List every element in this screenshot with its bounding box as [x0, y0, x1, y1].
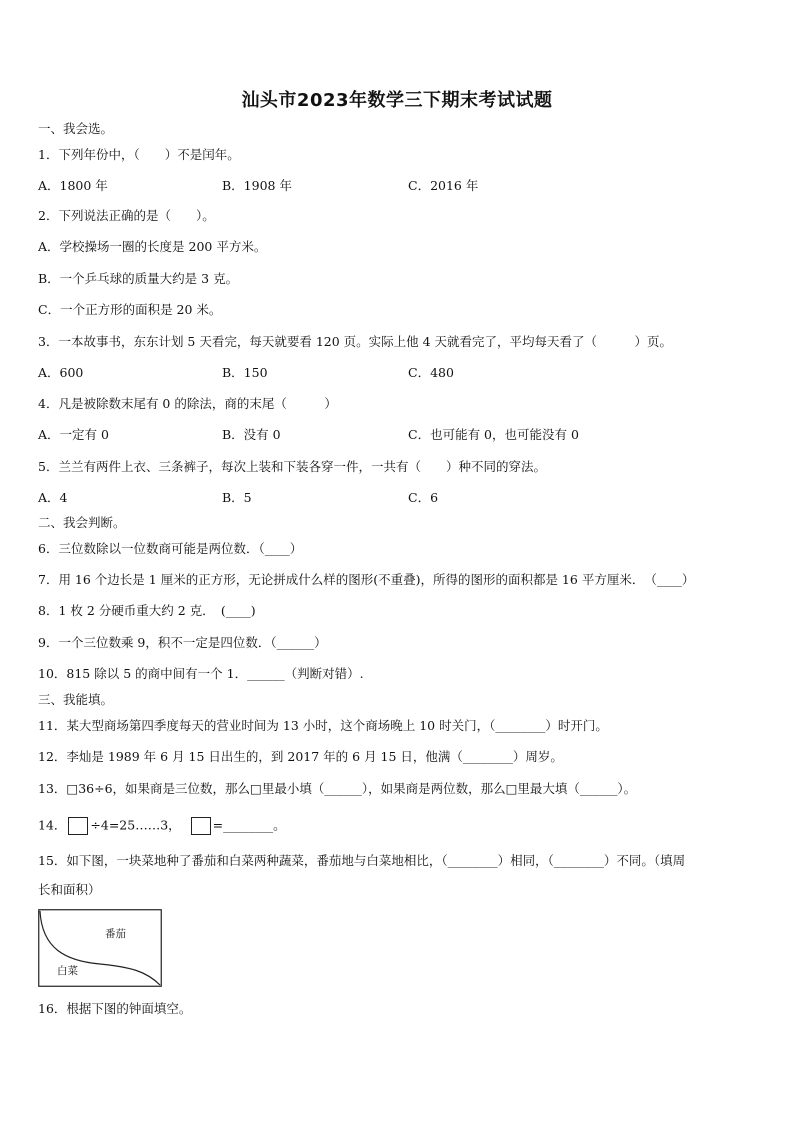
question-5: 5．兰兰有两件上衣、三条裤子，每次上装和下装各穿一件，一共有（ ）种不同的穿法。: [38, 459, 546, 474]
cabbage-label: 白菜: [57, 965, 78, 977]
question-13: 13．□36÷6，如果商是三位数，那么□里最小填（______），如果商是两位数，那么□里最大填（______）。: [38, 781, 637, 796]
q3-option-c: C．480: [408, 365, 454, 380]
q5-option-a: A．4: [38, 490, 68, 505]
q4-option-c: C．也可能有 0，也可能没有 0: [408, 427, 579, 442]
q3-option-b: B．150: [222, 365, 268, 380]
question-15-line-2: 长和面积）: [38, 882, 101, 897]
q1-option-a: A．1800 年: [38, 178, 108, 193]
q2-option-c: C．一个正方形的面积是 20 米。: [38, 302, 222, 317]
q2-option-a: A．学校操场一圈的长度是 200 平方米。: [38, 239, 267, 254]
question-1: 1．下列年份中，（ ）不是闰年。: [38, 147, 240, 162]
q4-option-a: A．一定有 0: [38, 427, 109, 442]
question-16: 16．根据下图的钟面填空。: [38, 1001, 192, 1016]
q14-blank-box-2[interactable]: [191, 817, 211, 835]
question-10: 10．815 除以 5 的商中间有一个 1．______（判断对错）.: [38, 666, 364, 681]
q2-option-b: B．一个乒乓球的质量大约是 3 克。: [38, 271, 239, 286]
question-11: 11．某大型商场第四季度每天的营业时间为 13 小时，这个商场晚上 10 时关门，（________）时开门。: [38, 718, 608, 733]
question-3: 3．一本故事书，东东计划 5 天看完，每天就要看 120 页。实际上他 4 天就看完了，平均每天看了（ ）页。: [38, 334, 673, 349]
section-heading-judge: 二、我会判断。: [38, 515, 126, 530]
question-12: 12．李灿是 1989 年 6 月 15 日出生的，到 2017 年的 6 月 15 日，他满（________）周岁。: [38, 749, 563, 764]
question-7: 7．用 16 个边长是 1 厘米的正方形，无论拼成什么样的图形(不重叠)，所得的图形的面积都是 16 平方厘米． （____）: [38, 572, 695, 587]
section-heading-choice: 一、我会选。: [38, 121, 114, 136]
q5-option-c: C．6: [408, 490, 439, 505]
section-heading-fill: 三、我能填。: [38, 692, 114, 707]
question-6: 6．三位数除以一位数商可能是两位数．（____）: [38, 541, 303, 556]
question-8: 8．1 枚 2 分硬币重大约 2 克． (____): [38, 603, 256, 618]
question-15-line-1: 15．如下图，一块菜地种了番茄和白菜两种蔬菜，番茄地与白菜地相比，（________）相同，（________）不同。（填周: [38, 853, 686, 868]
q14-number: 14．: [38, 817, 67, 833]
tomato-label: 番茄: [105, 928, 126, 940]
q1-option-b: B．1908 年: [222, 178, 292, 193]
question-14: [38, 817, 286, 835]
q14-answer: =________。: [212, 817, 286, 833]
vegetable-plot-figure: [38, 909, 162, 987]
q1-option-c: C．2016 年: [408, 178, 479, 193]
q14-expression: ÷4=25……3，: [90, 817, 181, 833]
q4-option-b: B．没有 0: [222, 427, 281, 442]
question-9: 9．一个三位数乘 9，积不一定是四位数．（______）: [38, 635, 327, 650]
q3-option-a: A．600: [38, 365, 84, 380]
q14-blank-box-1[interactable]: [68, 817, 88, 835]
question-4: 4．凡是被除数末尾有 0 的除法，商的末尾（ ）: [38, 396, 337, 411]
question-2: 2．下列说法正确的是（ ）。: [38, 208, 215, 223]
page-title: 汕头市2023年数学三下期末考试试题: [241, 90, 553, 111]
q5-option-b: B．5: [222, 490, 252, 505]
